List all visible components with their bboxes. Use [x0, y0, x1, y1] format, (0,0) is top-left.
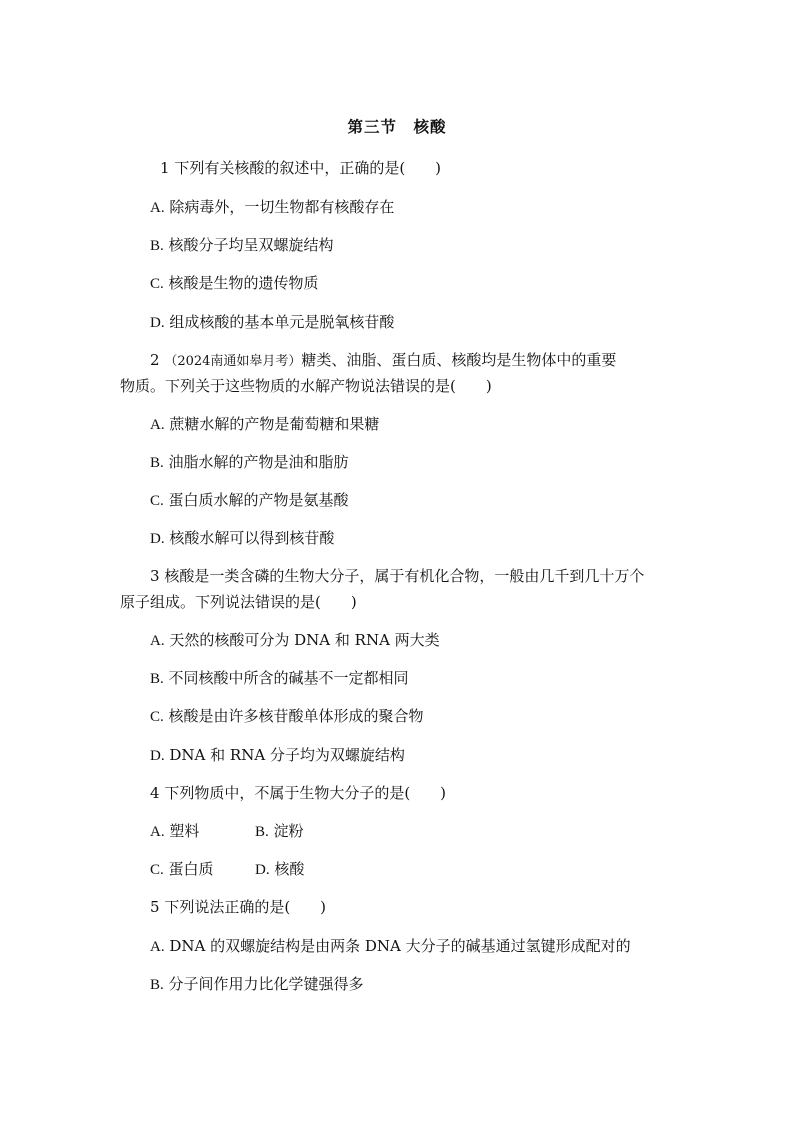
q2-option-b [150, 452, 349, 473]
option-label: B. [150, 977, 164, 993]
option-text: 核酸是生物的遗传物质 [168, 274, 319, 292]
question-4-stem [150, 783, 446, 803]
q3-option-a [150, 630, 440, 651]
option-text: 分子间作用力比化学键强得多 [168, 975, 364, 993]
option-label: B. [150, 238, 164, 254]
question-text: 糖类、油脂、蛋白质、核酸均是生物体中的重要 [301, 351, 617, 369]
option-label: D. [150, 531, 165, 547]
option-label: B. [150, 455, 164, 471]
option-text: 核酸分子均呈双螺旋结构 [168, 236, 334, 254]
option-text: 核酸是由许多核苷酸单体形成的聚合物 [168, 707, 424, 725]
option-text: 蛋白质 [168, 860, 214, 878]
option-label: C. [150, 493, 164, 509]
option-label: A. [150, 939, 165, 955]
option-text: 天然的核酸可分为 DNA 和 RNA 两大类 [169, 631, 440, 649]
q4-option-d [255, 859, 304, 880]
option-text: 淀粉 [273, 822, 304, 840]
q2-option-d [150, 528, 334, 549]
option-text: 核酸 [274, 860, 305, 878]
q2-option-c [150, 490, 349, 511]
option-label: D. [150, 315, 165, 331]
question-text: 核酸是一类含磷的生物大分子，属于有机化合物，一般由几千到几十万个 [164, 567, 645, 585]
question-number: 3 [150, 567, 160, 585]
question-number: 4 [150, 784, 160, 802]
option-text: 不同核酸中所含的碱基不一定都相同 [168, 669, 409, 687]
q1-option-c [150, 273, 319, 294]
question-2-stem [150, 350, 616, 372]
option-text: DNA 的双螺旋结构是由两条 DNA 大分子的碱基通过氢键形成配对的 [169, 937, 631, 955]
question-text: 下列说法正确的是( ) [164, 898, 327, 916]
question-number: 2 [150, 351, 160, 369]
option-label: A. [150, 417, 165, 433]
q3-option-b [150, 668, 409, 689]
question-1-stem [160, 158, 441, 178]
question-3-stem [150, 566, 644, 586]
option-text: 塑料 [169, 822, 200, 840]
q1-option-a [150, 197, 394, 218]
q5-option-a [150, 936, 631, 957]
option-label: C. [150, 709, 164, 725]
option-text: DNA 和 RNA 分子均为双螺旋结构 [169, 746, 405, 764]
question-source: （2024南通如皋月考） [164, 354, 302, 369]
q4-option-c [150, 859, 214, 880]
option-label: A. [150, 200, 165, 216]
option-text: 蛋白质水解的产物是氨基酸 [168, 491, 349, 509]
q1-option-d [150, 312, 394, 333]
q1-option-b [150, 235, 334, 256]
question-number: 5 [150, 898, 160, 916]
option-label: A. [150, 824, 165, 840]
option-label: A. [150, 633, 165, 649]
page-title: 第三节 核酸 [347, 117, 447, 136]
q3-option-c [150, 706, 424, 727]
question-number: 1 [160, 159, 170, 177]
question-5-stem [150, 897, 326, 917]
question-text: 下列有关核酸的叙述中，正确的是( ) [174, 159, 442, 177]
question-text: 下列物质中，不属于生物大分子的是( ) [164, 784, 447, 802]
option-label: B. [150, 671, 164, 687]
option-label: B. [255, 824, 269, 840]
option-text: 蔗糖水解的产物是葡萄糖和果糖 [169, 415, 380, 433]
q5-option-b [150, 974, 364, 995]
option-label: C. [150, 862, 164, 878]
option-label: C. [150, 276, 164, 292]
question-3-stem-cont: 原子组成。下列说法错误的是( ) [120, 593, 357, 611]
option-label: D. [255, 862, 270, 878]
question-2-stem-cont: 物质。下列关于这些物质的水解产物说法错误的是( ) [120, 377, 492, 395]
q2-option-a [150, 414, 379, 435]
option-text: 组成核酸的基本单元是脱氧核苷酸 [169, 313, 395, 331]
q4-option-b [255, 821, 304, 842]
option-text: 除病毒外，一切生物都有核酸存在 [169, 198, 395, 216]
option-text: 核酸水解可以得到核苷酸 [169, 529, 335, 547]
option-label: D. [150, 748, 165, 764]
option-text: 油脂水解的产物是油和脂肪 [168, 453, 349, 471]
q3-option-d [150, 745, 405, 766]
q4-option-a [150, 821, 199, 842]
